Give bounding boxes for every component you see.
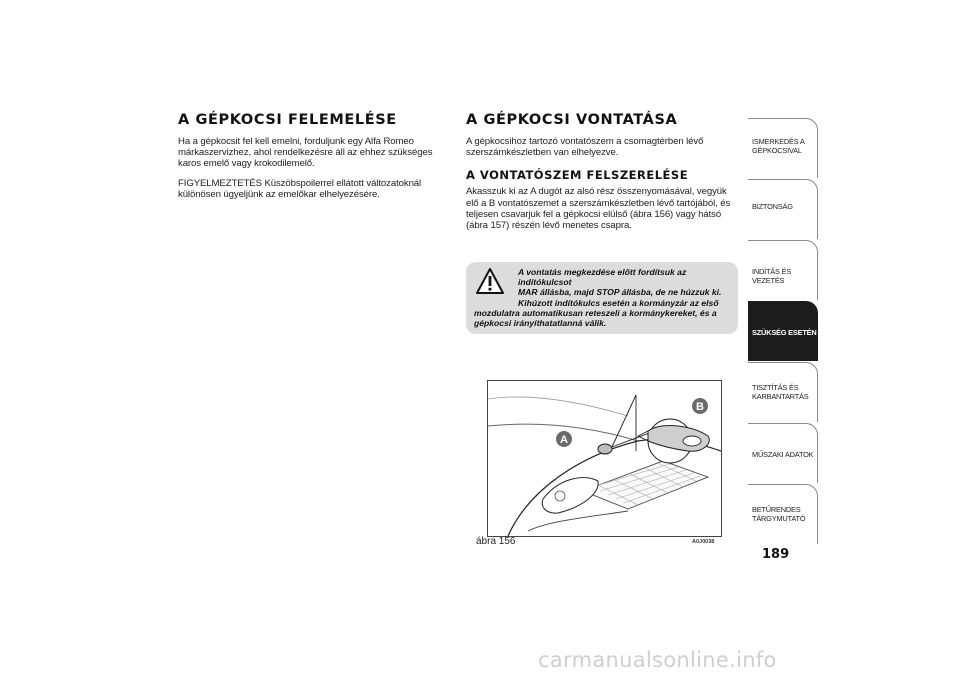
- right-column: [466, 112, 738, 239]
- figure-caption: ábra 156: [476, 536, 516, 547]
- watermark: carmanualsonline.info: [538, 648, 777, 672]
- left-column: [178, 112, 440, 208]
- warning-text: [474, 267, 732, 328]
- figure-code: A0J0038: [692, 539, 715, 545]
- warning-line-2: MAR állásba, majd STOP állásba, de ne húzzuk ki.: [518, 287, 722, 298]
- figure-towing-eye: [487, 380, 722, 537]
- towing-paragraph: A gépkocsihoz tartozó vontatószem a csomagtérben lévő szerszámkészletben van elhelyezve.: [466, 136, 704, 159]
- tab-technical-data[interactable]: [748, 423, 818, 483]
- page-number: 189: [762, 547, 790, 562]
- tab-label: TISZTÍTÁS ÉS KARBANTARTÁS: [752, 383, 809, 401]
- tab-label: BETŰRENDES TÁRGYMUTATÓ: [752, 505, 806, 523]
- tab-getting-to-know[interactable]: [748, 118, 818, 178]
- warning-line-4: mozdulatra automatikusan reteszeli a kormánykereket, és a: [474, 307, 717, 318]
- warning-line-3: Kihúzott indítókulcs esetén a kormányzár az első: [518, 297, 719, 308]
- tab-label: INDÍTÁS ÉS VEZETÉS: [752, 267, 792, 285]
- tab-label: SZÜKSÉG ESETÉN: [752, 328, 817, 337]
- tab-label: ISMERKEDÉS A GÉPKOCSIVAL: [752, 137, 805, 155]
- label-b: B: [696, 401, 704, 413]
- warning-line-5: gépkocsi irányíthatatlanná válik.: [474, 318, 607, 329]
- car-front-illustration: [488, 381, 721, 536]
- tab-label: MŰSZAKI ADATOK: [752, 450, 814, 459]
- lifting-paragraph: Ha a gépkocsit fel kell emelni, forduljunk egy Alfa Romeo márkaszervizhez, ahol rendelkezésre áll az ehhez szükséges karos emelő vagy krokodilemelő.: [178, 136, 433, 170]
- warning-line-1: A vontatás megkezdése előtt fordítsuk az indítókulcsot: [518, 267, 687, 288]
- tab-safety[interactable]: [748, 179, 818, 239]
- subsection-title-towing-eye: A VONTATÓSZEM FELSZERELÉSE: [466, 168, 689, 183]
- section-title-lifting: A GÉPKOCSI FELEMELÉSE: [178, 112, 397, 128]
- label-a: A: [560, 434, 568, 446]
- tab-index[interactable]: [748, 484, 818, 544]
- grille-mesh: [583, 461, 708, 509]
- tab-label: BIZTONSÁG: [752, 202, 793, 211]
- towing-eye-paragraph: Akasszuk ki az A dugót az alsó rész összenyomásával, vegyük elő a B vontatószemet a szerszámkészletben lévő tartójából, és teljesen csavarjuk fel a gépkocsi elülső (ábra 156) vagy hátsó (ábra 157) részén lévő menetes csapra.: [466, 186, 731, 232]
- tab-maintenance[interactable]: [748, 362, 818, 422]
- section-title-towing: A GÉPKOCSI VONTATÁSA: [466, 112, 678, 128]
- tab-emergency[interactable]: [748, 301, 818, 361]
- lifting-warning-paragraph: FIGYELMEZTETÉS Küszöbspoilerrel ellátott változatoknál különösen ügyeljünk az emelőkar elhelyezésére.: [178, 177, 422, 200]
- warning-box: [466, 262, 738, 334]
- tab-starting-driving[interactable]: [748, 240, 818, 300]
